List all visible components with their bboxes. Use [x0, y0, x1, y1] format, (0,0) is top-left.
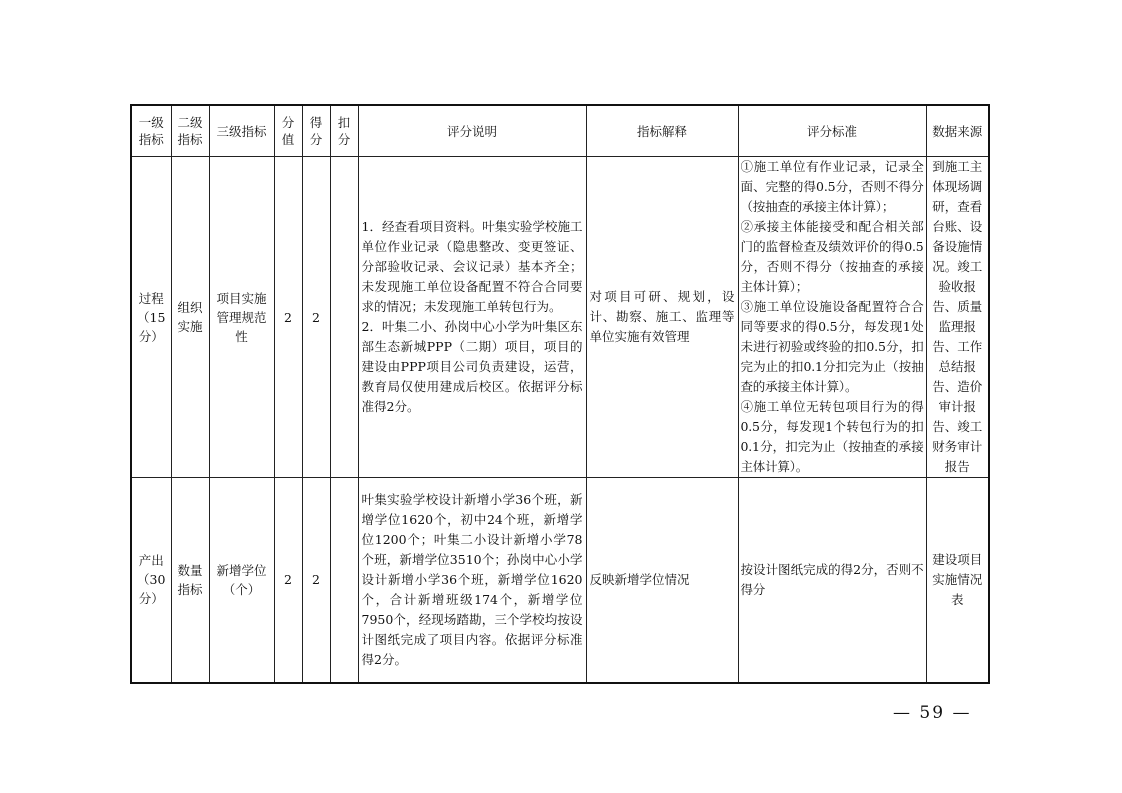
- header-level1: 一级 指标: [131, 105, 171, 157]
- cell-explanation: 反映新增学位情况: [586, 478, 738, 683]
- evaluation-table: [130, 104, 990, 684]
- cell-deduct: [330, 157, 358, 478]
- header-standard: 评分标准: [738, 105, 926, 157]
- cell-level3: 新增学位 （个）: [209, 478, 274, 683]
- header-source: 数据来源: [926, 105, 989, 157]
- cell-description: 叶集实验学校设计新增小学36个班，新增学位1620个，初中24个班，新增学位1200个；叶集二小设计新增小学78个班，新增学位3510个；孙岗中心小学设计新增小学36个班，新增学位1620个，合计新增班级174个，新增学位7950个，经现场踏勘，三个学校均按设计图纸完成了项目内容。依据评分标准得2分。: [358, 478, 586, 683]
- cell-score: 2: [274, 157, 302, 478]
- cell-level3: 项目实施 管理规范 性: [209, 157, 274, 478]
- cell-level1: 过程 （15 分）: [131, 157, 171, 478]
- cell-explanation: 对项目可研、规划，设计、勘察、施工、监理等单位实施有效管理: [586, 157, 738, 478]
- cell-standard: 按设计图纸完成的得2分，否则不得分: [738, 478, 926, 683]
- cell-deduct: [330, 478, 358, 683]
- header-deduct: 扣 分: [330, 105, 358, 157]
- cell-level2: 数量 指标: [171, 478, 209, 683]
- page-number: — 59 —: [893, 703, 972, 723]
- cell-level1: 产出 （30 分）: [131, 478, 171, 683]
- cell-standard: ①施工单位有作业记录，记录全面、完整的得0.5分，否则不得分（按抽查的承接主体计算）； ②承接主体能接受和配合相关部门的监督检查及绩效评价的得0.5分，否则不得分（按抽查的承接主体计算）； ③施工单位设施设备配置符合合同等要求的得0.5分，每发现1处未进行初验或终验的扣0.5分，扣完为止的扣0.1分扣完为止（按抽查的承接主体计算）。 ④施工单位无转包项目行为的得0.5分，每发现1个转包行为的扣0.1分，扣完为止（按抽查的承接主体计算）。: [738, 157, 926, 478]
- header-level3: 三级指标: [209, 105, 274, 157]
- header-score: 分 值: [274, 105, 302, 157]
- cell-score: 2: [274, 478, 302, 683]
- header-got: 得 分: [302, 105, 330, 157]
- cell-description: 1．经查看项目资料。叶集实验学校施工单位作业记录（隐患整改、变更签证、分部验收记录、会议记录）基本齐全；未发现施工单位设备配置不符合合同要求的情况；未发现施工单转包行为。 2．叶集二小、孙岗中心小学为叶集区东部生态新城PPP（二期）项目，项目的建设由PPP项目公司负责建设，运营，教育局仅使用建成后校区。依据评分标准得2分。: [358, 157, 586, 478]
- table-row: [131, 157, 989, 478]
- cell-level2: 组织 实施: [171, 157, 209, 478]
- table-row: [131, 478, 989, 683]
- cell-got: 2: [302, 478, 330, 683]
- header-description: 评分说明: [358, 105, 586, 157]
- cell-got: 2: [302, 157, 330, 478]
- header-explanation: 指标解释: [586, 105, 738, 157]
- cell-source: 到施工主体现场调研，查看台账、设备设施情况。竣工验收报告、质量监理报告、工作总结报告、造价审计报告、竣工财务审计报告: [926, 157, 989, 478]
- header-level2: 二级 指标: [171, 105, 209, 157]
- cell-source: 建设项目实施情况表: [926, 478, 989, 683]
- header-row: [131, 105, 989, 157]
